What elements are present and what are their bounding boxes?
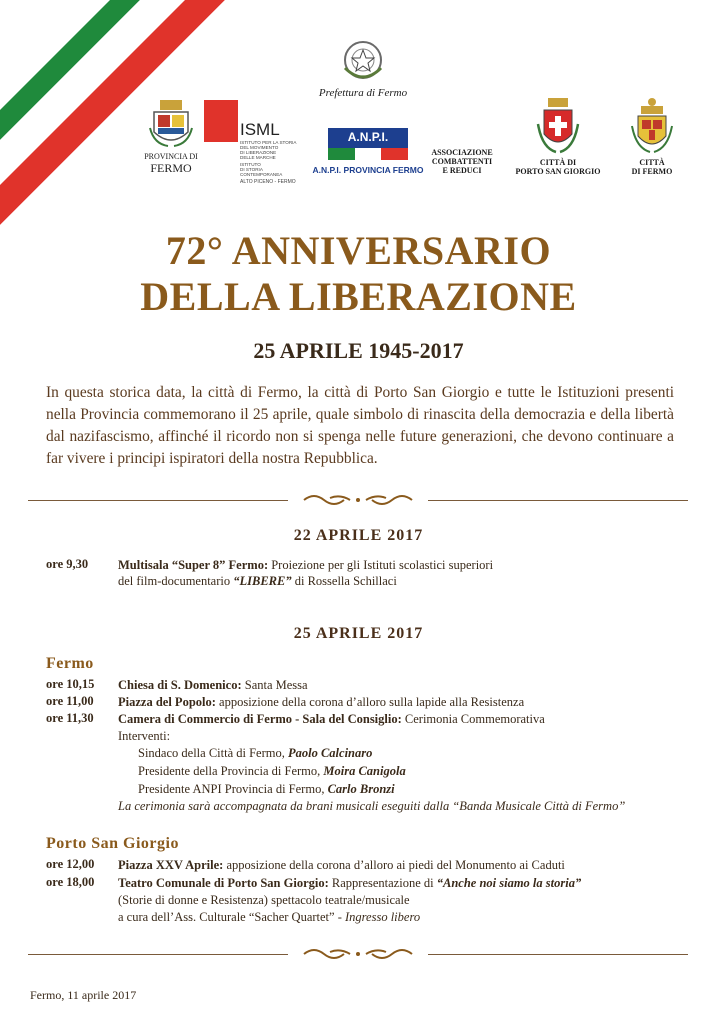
subtitle: 25 APRILE 1945-2017 — [253, 338, 464, 363]
fermo-line-1: CITTÀ — [639, 158, 665, 167]
event-line: Teatro Comunale di Porto San Giorgio: Rappresentazione di “Anche noi siamo la storia” — [118, 876, 582, 890]
event-time: ore 12,00 — [46, 857, 95, 871]
event-line: Piazza del Popolo: apposizione della corona d’alloro sulla lapide alla Resistenza — [118, 695, 525, 709]
anpi-caption: A.N.P.I. PROVINCIA FERMO — [312, 165, 424, 175]
music-note: La cerimonia sarà accompagnata da brani musicali eseguiti dalla “Banda Musicale Città di Fermo” — [118, 799, 626, 813]
psg-crest-icon — [534, 96, 582, 158]
date-heading-25-aprile: 25 APRILE 2017 — [293, 625, 424, 642]
flourish-icon — [300, 490, 416, 510]
citta-fermo-logo — [622, 96, 682, 176]
speaker-line: Presidente ANPI Provincia di Fermo, Carlo Bronzi — [138, 782, 395, 796]
date-heading-22-aprile: 22 APRILE 2017 — [293, 527, 424, 544]
assoc-line-3: E REDUCI — [442, 166, 482, 175]
event-line: del film-documentario “LIBERE” di Rossella Schillaci — [118, 574, 397, 588]
footer-date: Fermo, 11 aprile 2017 — [30, 988, 137, 1002]
city-heading-porto-san-giorgio: Porto San Giorgio — [46, 835, 179, 852]
provincia-fermo-logo — [140, 98, 202, 176]
ornament-divider — [28, 944, 688, 964]
prefettura-label: Prefettura di Fermo — [318, 87, 408, 99]
event-line: (Storie di donne e Resistenza) spettacolo teatrale/musicale — [118, 893, 410, 907]
intro-paragraph: In questa storica data, la città di Fermo, la città di Porto San Giorgio e tutte le Istituzioni presenti nella Provincia commemorano il 25 aprile, quale simbolo di rinascita della democrazia e della libertà dal nazifascismo, affinché il ricordo non si spenga nelle future generazioni, che devono continuare a far vivere i principi ispiratori della nostra Repubblica. — [46, 384, 674, 467]
event-line: Chiesa di S. Domenico: Santa Messa — [118, 678, 308, 692]
isml-mark-icon — [204, 100, 238, 142]
fermo-line-2: DI FERMO — [631, 167, 673, 176]
associazione-combattenti-logo — [424, 148, 500, 175]
psg-line-1: CITTÀ DI — [539, 158, 577, 167]
event-line: a cura dell’Ass. Culturale “Sacher Quartet” - Ingresso libero — [118, 910, 421, 924]
assoc-line-1: ASSOCIAZIONE — [431, 148, 493, 157]
event-time: ore 9,30 — [46, 557, 89, 571]
prefettura-logo — [318, 38, 408, 99]
title-line-2: DELLA LIBERAZIONE — [140, 274, 577, 319]
event-time: ore 11,00 — [46, 694, 94, 708]
emblem-repubblica-icon — [341, 38, 385, 84]
event-line: Piazza XXV Aprile: apposizione della corona d’alloro ai piedi del Monumento ai Caduti — [118, 858, 565, 872]
speaker-line: Sindaco della Città di Fermo, Paolo Calcinaro — [138, 746, 373, 760]
porto-san-giorgio-logo — [508, 96, 608, 176]
event-time: ore 11,30 — [46, 711, 94, 725]
fermo-crest-icon — [629, 96, 675, 158]
event-time: ore 10,15 — [46, 677, 95, 691]
psg-line-2: PORTO SAN GIORGIO — [515, 167, 601, 176]
city-heading-fermo: Fermo — [46, 655, 94, 672]
ornament-divider — [28, 490, 688, 510]
interventi-label: Interventi: — [118, 729, 171, 743]
isml-subtitle: ISTITUTO PER LA STORIA DEL MOVIMENTO DI LIBERAZIONE DELLE MARCHE ISTITUTO DI STORIA CONTEMPORANEA ALTO PICENO - FERMO — [240, 140, 297, 185]
event-time: ore 18,00 — [46, 875, 95, 889]
anpi-logo — [308, 128, 428, 175]
flourish-icon — [300, 944, 416, 964]
provincia-label-2: FERMO — [150, 161, 192, 175]
assoc-line-2: COMBATTENTI — [431, 157, 493, 166]
isml-title: ISML — [240, 120, 280, 139]
provincia-label-1: PROVINCIA DI — [144, 152, 198, 161]
event-line: Multisala “Super 8” Fermo: Proiezione per gli Istituti scolastici superiori — [118, 558, 494, 572]
event-line: Camera di Commercio di Fermo - Sala del Consiglio: Cerimonia Commemorativa — [118, 712, 545, 726]
anpi-banner: A.N.P.I. — [328, 128, 408, 160]
speaker-line: Presidente della Provincia di Fermo, Moira Canigola — [138, 764, 406, 778]
title-line-1: 72° ANNIVERSARIO — [165, 228, 552, 273]
provincia-crest-icon — [148, 98, 194, 150]
